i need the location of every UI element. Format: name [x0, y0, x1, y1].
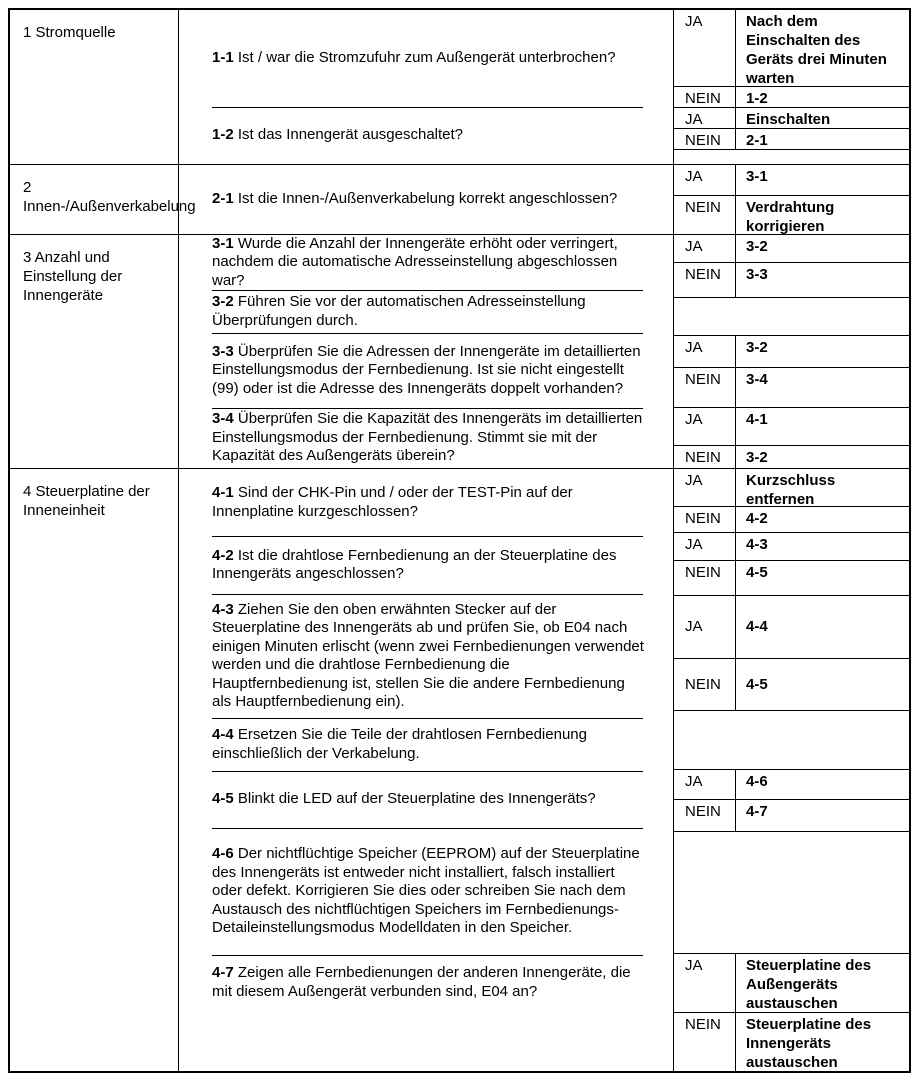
question-id: 4-1 — [212, 484, 234, 501]
question-id: 4-4 — [212, 726, 234, 743]
answer-row — [674, 1013, 909, 1071]
question-id: 4-3 — [212, 600, 234, 618]
answer-result: Kurzschluss entfernen — [746, 472, 836, 508]
answer-row — [674, 368, 909, 408]
answer-column — [673, 235, 909, 468]
answer-label: JA — [674, 165, 736, 195]
answer-label: JA — [674, 954, 736, 1011]
answer-row — [674, 165, 909, 196]
answer-label: NEIN — [674, 368, 736, 407]
answer-result: 4-1 — [746, 411, 768, 428]
question-id: 3-3 — [212, 342, 234, 360]
question-cell — [179, 235, 673, 290]
answer-label: NEIN — [674, 1013, 736, 1071]
answer-label: NEIN — [674, 561, 736, 595]
answer-row — [674, 533, 909, 561]
question-text: 2-1 Ist die Innen-/Außenverkabelung korrekt angeschlossen? — [212, 190, 618, 208]
answer-row — [674, 769, 909, 801]
question-id: 4-5 — [212, 790, 234, 808]
answer-label: JA — [674, 408, 736, 445]
question-cell — [179, 10, 673, 107]
answer-column — [673, 10, 909, 164]
question-cell — [179, 771, 673, 828]
answer-label: NEIN — [674, 446, 736, 468]
answer-result: 3-2 — [746, 449, 768, 466]
answer-label: NEIN — [674, 87, 736, 107]
answer-row — [674, 87, 909, 108]
answer-column — [673, 165, 909, 234]
question-text: 4-2 Ist die drahtlose Fernbedienung an der Steuerplatine des Innengeräts angeschlossen? — [212, 546, 617, 582]
question-text: 4-4 Ersetzen Sie die Teile der drahtlosen Fernbedienung einschließlich der Verkabelung. — [212, 726, 587, 762]
answer-result: 3-1 — [746, 168, 768, 185]
answer-result: Steuerplatine des Außengeräts austauschen — [746, 957, 872, 1013]
question-id: 2-1 — [212, 190, 234, 208]
answer-result: 3-2 — [746, 238, 768, 255]
answer-row — [674, 108, 909, 129]
answer-label: NEIN — [674, 659, 736, 710]
answer-blank — [674, 150, 909, 164]
answer-label: JA — [674, 336, 736, 367]
answer-label: JA — [674, 10, 736, 86]
answer-label: NEIN — [674, 196, 736, 234]
question-text: 1-2 Ist das Innengerät ausgeschaltet? — [212, 126, 464, 144]
answer-result: Nach dem Einschalten des Geräts drei Minuten warten — [746, 13, 887, 87]
question-text: 4-1 Sind der CHK-Pin und / oder der TEST-Pin auf der Innenplatine kurzgeschlossen? — [212, 484, 573, 520]
answer-row — [674, 596, 909, 659]
answer-result: 4-5 — [746, 676, 768, 694]
question-id: 4-7 — [212, 964, 234, 981]
answer-row — [674, 800, 909, 832]
answer-result: Einschalten — [746, 111, 831, 128]
section-title: 1 Stromquelle — [23, 24, 116, 41]
answer-label: JA — [674, 770, 736, 800]
answer-result: 4-4 — [746, 618, 768, 636]
answer-result: 4-3 — [746, 536, 768, 554]
answer-row — [674, 659, 909, 711]
question-text: 4-6 Der nichtflüchtige Speicher (EEPROM) auf der Steuerplatine des Innengeräts ist entweder nicht installiert, falsch installiert oder defekt. Korrigieren Sie dies oder schreiben Sie nach dem Austausch des nichtflüchtigen Speichers im Fernbedienungs-Detaileinstellungsmodus Modelldaten in den Speicher. — [212, 845, 640, 937]
answer-label: NEIN — [674, 800, 736, 831]
question-text: 3-1 Wurde die Anzahl der Innengeräte erhöht oder verringert, nachdem die automatische Adresseinstellung abgeschlossen war? — [212, 234, 618, 289]
answer-result: 4-5 — [746, 563, 768, 581]
question-id: 1-1 — [212, 49, 234, 67]
section-title: 4 Steuerplatine der Inneneinheit — [23, 483, 150, 519]
question-id: 1-2 — [212, 126, 234, 144]
answer-blank — [674, 832, 909, 954]
answer-result: 2-1 — [746, 132, 768, 149]
answer-result: Steuerplatine des Innengeräts austauschen — [746, 1015, 872, 1071]
question-cell — [179, 469, 673, 536]
question-cell — [179, 955, 673, 1071]
section-row — [10, 234, 909, 468]
answer-blank — [674, 711, 909, 768]
question-id: 3-1 — [212, 234, 234, 252]
question-column — [178, 469, 673, 1071]
answer-result: 4-2 — [746, 509, 768, 527]
section-row — [10, 468, 909, 1071]
question-column — [178, 10, 673, 164]
question-column — [178, 235, 673, 468]
section-title: 3 Anzahl und Einstellung der Innengeräte — [23, 249, 123, 304]
answer-row — [674, 196, 909, 234]
question-text: 3-2 Führen Sie vor der automatischen Adresseinstellung Überprüfungen durch. — [212, 293, 586, 329]
troubleshooting-table — [8, 8, 911, 1073]
question-id: 4-2 — [212, 546, 234, 564]
question-text: 1-1 Ist / war die Stromzufuhr zum Außengerät unterbrochen? — [212, 49, 616, 67]
answer-blank — [674, 298, 909, 335]
section-row — [10, 164, 909, 234]
section-title: 2 Innen-/Außenverkabelung — [23, 179, 196, 215]
answer-label: JA — [674, 533, 736, 560]
question-cell — [179, 107, 673, 164]
question-cell — [179, 594, 673, 718]
answer-row — [674, 129, 909, 150]
answer-label: JA — [674, 108, 736, 128]
question-cell — [179, 290, 673, 333]
answer-result: 3-2 — [746, 339, 768, 356]
answer-label: NEIN — [674, 129, 736, 149]
answer-row — [674, 507, 909, 534]
answer-label: JA — [674, 596, 736, 658]
section-row — [10, 10, 909, 164]
answer-result: Verdrahtung korrigieren — [746, 199, 835, 236]
answer-result: 1-2 — [746, 90, 768, 107]
answer-row — [674, 408, 909, 446]
question-cell — [179, 333, 673, 408]
answer-label: JA — [674, 469, 736, 506]
question-text: 3-4 Überprüfen Sie die Kapazität des Innengeräts im detaillierten Einstellungsmodus der Fernbedienung. Stimmt sie mit der Kapazität des Außengeräts überein? — [212, 410, 643, 465]
answer-row — [674, 235, 909, 263]
answer-row — [674, 953, 909, 1012]
answer-label: JA — [674, 235, 736, 262]
question-id: 3-2 — [212, 293, 234, 310]
answer-row — [674, 561, 909, 596]
answer-row — [674, 335, 909, 368]
question-cell — [179, 165, 673, 234]
answer-result: 3-4 — [746, 371, 768, 388]
answer-row — [674, 10, 909, 87]
question-id: 3-4 — [212, 410, 234, 428]
answer-result: 4-6 — [746, 772, 768, 790]
question-id: 4-6 — [212, 845, 234, 863]
answer-column — [673, 469, 909, 1071]
question-text: 4-7 Zeigen alle Fernbedienungen der anderen Innengeräte, die mit diesem Außengerät verbunden sind, E04 an? — [212, 964, 631, 1000]
answer-row — [674, 446, 909, 468]
answer-result: 4-7 — [746, 803, 768, 821]
question-cell — [179, 408, 673, 468]
question-column — [178, 165, 673, 234]
question-text: 3-3 Überprüfen Sie die Adressen der Innengeräte im detaillierten Einstellungsmodus der Fernbedienung. Ist sie nicht eingestellt (99) oder ist die Adresse des Innengeräts doppelt vorhanden? — [212, 342, 641, 397]
answer-row — [674, 469, 909, 507]
answer-label: NEIN — [674, 263, 736, 297]
answer-row — [674, 263, 909, 298]
question-text: 4-5 Blinkt die LED auf der Steuerplatine des Innengeräts? — [212, 790, 596, 808]
question-cell — [179, 718, 673, 771]
question-cell — [179, 536, 673, 594]
answer-result: 3-3 — [746, 266, 768, 283]
question-text: 4-3 Ziehen Sie den oben erwähnten Stecker auf der Steuerplatine des Innengeräts ab und prüfen Sie, ob E04 nach einigen Minuten erlischt (wenn zwei Fernbedienungen verwendet werden und die drahtlose Fernbedienung die Hauptfernbedienung ist, stellen Sie die andere Fernbedienung als Hauptfernbedienung ein). — [212, 600, 644, 710]
question-cell — [179, 828, 673, 955]
answer-label: NEIN — [674, 507, 736, 533]
